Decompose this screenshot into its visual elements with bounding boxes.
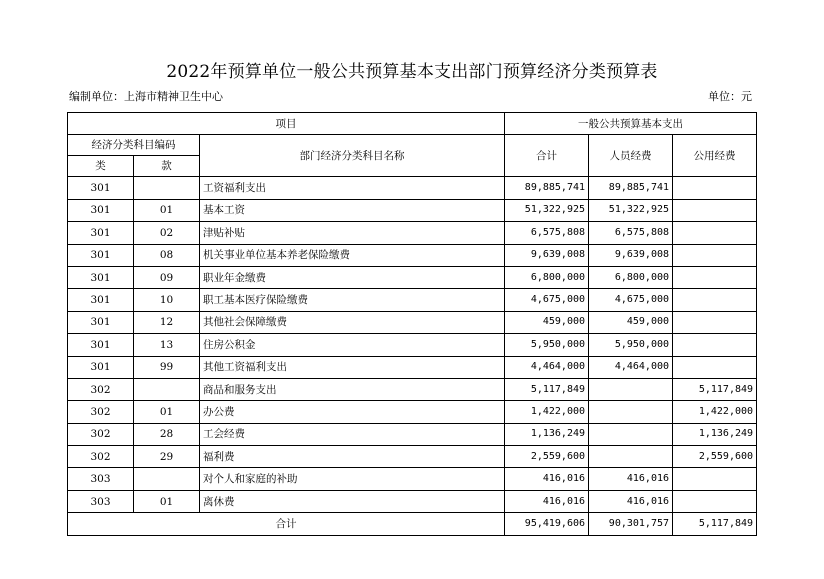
cell-category: 301	[68, 334, 134, 356]
table-row	[68, 177, 757, 199]
table-row	[68, 446, 757, 468]
header-item-name: 部门经济分类科目名称	[200, 135, 505, 177]
cell-public: 5,117,849	[673, 378, 757, 400]
cell-section: 10	[134, 289, 200, 311]
cell-category: 301	[68, 311, 134, 333]
summary-public: 5,117,849	[673, 513, 757, 535]
cell-personnel: 459,000	[589, 311, 673, 333]
cell-category: 301	[68, 266, 134, 288]
cell-item-name: 商品和服务支出	[200, 378, 505, 400]
cell-total: 51,322,925	[505, 199, 589, 221]
table-row	[68, 468, 757, 490]
cell-category: 301	[68, 244, 134, 266]
cell-section: 13	[134, 334, 200, 356]
cell-total: 89,885,741	[505, 177, 589, 199]
cell-total: 9,639,008	[505, 244, 589, 266]
cell-public	[673, 311, 757, 333]
page-title: 2022年预算单位一般公共预算基本支出部门预算经济分类预算表	[166, 62, 658, 82]
header-section: 款	[134, 156, 200, 177]
cell-personnel: 4,675,000	[589, 289, 673, 311]
cell-public	[673, 289, 757, 311]
cell-personnel	[589, 446, 673, 468]
budget-table	[67, 112, 757, 536]
budget-table-body	[68, 113, 757, 536]
summary-row	[68, 513, 757, 535]
cell-category: 302	[68, 401, 134, 423]
cell-total: 4,675,000	[505, 289, 589, 311]
cell-section: 01	[134, 401, 200, 423]
cell-item-name: 福利费	[200, 446, 505, 468]
cell-public	[673, 266, 757, 288]
cell-public	[673, 222, 757, 244]
table-row	[68, 334, 757, 356]
cell-item-name: 津贴补贴	[200, 222, 505, 244]
cell-category: 301	[68, 356, 134, 378]
header-basic-expenditure: 一般公共预算基本支出	[505, 113, 757, 135]
cell-total: 416,016	[505, 490, 589, 512]
currency-unit: 单位：元	[708, 90, 752, 103]
cell-personnel: 51,322,925	[589, 199, 673, 221]
cell-section	[134, 378, 200, 400]
table-row	[68, 490, 757, 512]
cell-public: 1,136,249	[673, 423, 757, 445]
cell-total: 2,559,600	[505, 446, 589, 468]
cell-section: 01	[134, 199, 200, 221]
table-row	[68, 222, 757, 244]
cell-section: 02	[134, 222, 200, 244]
cell-category: 302	[68, 423, 134, 445]
cell-total: 459,000	[505, 311, 589, 333]
cell-category: 303	[68, 490, 134, 512]
header-project: 项目	[68, 113, 505, 135]
cell-personnel	[589, 378, 673, 400]
cell-item-name: 其他社会保障缴费	[200, 311, 505, 333]
cell-personnel: 416,016	[589, 490, 673, 512]
cell-item-name: 职工基本医疗保险缴费	[200, 289, 505, 311]
cell-section: 12	[134, 311, 200, 333]
cell-item-name: 其他工资福利支出	[200, 356, 505, 378]
cell-personnel: 4,464,000	[589, 356, 673, 378]
compiling-unit: 编制单位：上海市精神卫生中心	[69, 90, 223, 103]
header-econ-class-code: 经济分类科目编码	[68, 135, 200, 156]
cell-personnel: 416,016	[589, 468, 673, 490]
cell-public	[673, 468, 757, 490]
summary-label: 合计	[68, 513, 505, 535]
cell-category: 301	[68, 222, 134, 244]
header-row-1	[68, 113, 757, 135]
cell-public	[673, 334, 757, 356]
cell-personnel	[589, 423, 673, 445]
cell-category: 301	[68, 289, 134, 311]
cell-section: 29	[134, 446, 200, 468]
header-total: 合计	[505, 135, 589, 177]
cell-category: 301	[68, 177, 134, 199]
cell-total: 6,800,000	[505, 266, 589, 288]
cell-total: 416,016	[505, 468, 589, 490]
cell-item-name: 机关事业单位基本养老保险缴费	[200, 244, 505, 266]
cell-section: 99	[134, 356, 200, 378]
header-personnel: 人员经费	[589, 135, 673, 177]
summary-total: 95,419,606	[505, 513, 589, 535]
cell-public: 1,422,000	[673, 401, 757, 423]
cell-section: 01	[134, 490, 200, 512]
cell-total: 5,950,000	[505, 334, 589, 356]
cell-section	[134, 177, 200, 199]
table-row	[68, 356, 757, 378]
cell-item-name: 离休费	[200, 490, 505, 512]
table-row	[68, 423, 757, 445]
cell-personnel: 9,639,008	[589, 244, 673, 266]
summary-personnel: 90,301,757	[589, 513, 673, 535]
header-category: 类	[68, 156, 134, 177]
cell-total: 1,422,000	[505, 401, 589, 423]
cell-public	[673, 490, 757, 512]
cell-item-name: 办公费	[200, 401, 505, 423]
cell-personnel: 89,885,741	[589, 177, 673, 199]
cell-public	[673, 356, 757, 378]
cell-item-name: 职业年金缴费	[200, 266, 505, 288]
cell-total: 5,117,849	[505, 378, 589, 400]
cell-total: 1,136,249	[505, 423, 589, 445]
cell-total: 4,464,000	[505, 356, 589, 378]
cell-personnel: 6,800,000	[589, 266, 673, 288]
table-row	[68, 266, 757, 288]
table-row	[68, 378, 757, 400]
header-public: 公用经费	[673, 135, 757, 177]
table-row	[68, 311, 757, 333]
cell-public: 2,559,600	[673, 446, 757, 468]
table-row	[68, 401, 757, 423]
cell-item-name: 工资福利支出	[200, 177, 505, 199]
cell-total: 6,575,808	[505, 222, 589, 244]
cell-public	[673, 177, 757, 199]
cell-category: 302	[68, 446, 134, 468]
cell-item-name: 住房公积金	[200, 334, 505, 356]
table-row	[68, 244, 757, 266]
table-row	[68, 289, 757, 311]
cell-section: 08	[134, 244, 200, 266]
cell-item-name: 基本工资	[200, 199, 505, 221]
cell-personnel	[589, 401, 673, 423]
cell-section: 09	[134, 266, 200, 288]
cell-section: 28	[134, 423, 200, 445]
cell-item-name: 对个人和家庭的补助	[200, 468, 505, 490]
cell-public	[673, 244, 757, 266]
cell-category: 302	[68, 378, 134, 400]
cell-section	[134, 468, 200, 490]
table-row	[68, 199, 757, 221]
cell-category: 303	[68, 468, 134, 490]
cell-public	[673, 199, 757, 221]
cell-personnel: 5,950,000	[589, 334, 673, 356]
header-row-2	[68, 135, 757, 156]
cell-item-name: 工会经费	[200, 423, 505, 445]
cell-category: 301	[68, 199, 134, 221]
cell-personnel: 6,575,808	[589, 222, 673, 244]
